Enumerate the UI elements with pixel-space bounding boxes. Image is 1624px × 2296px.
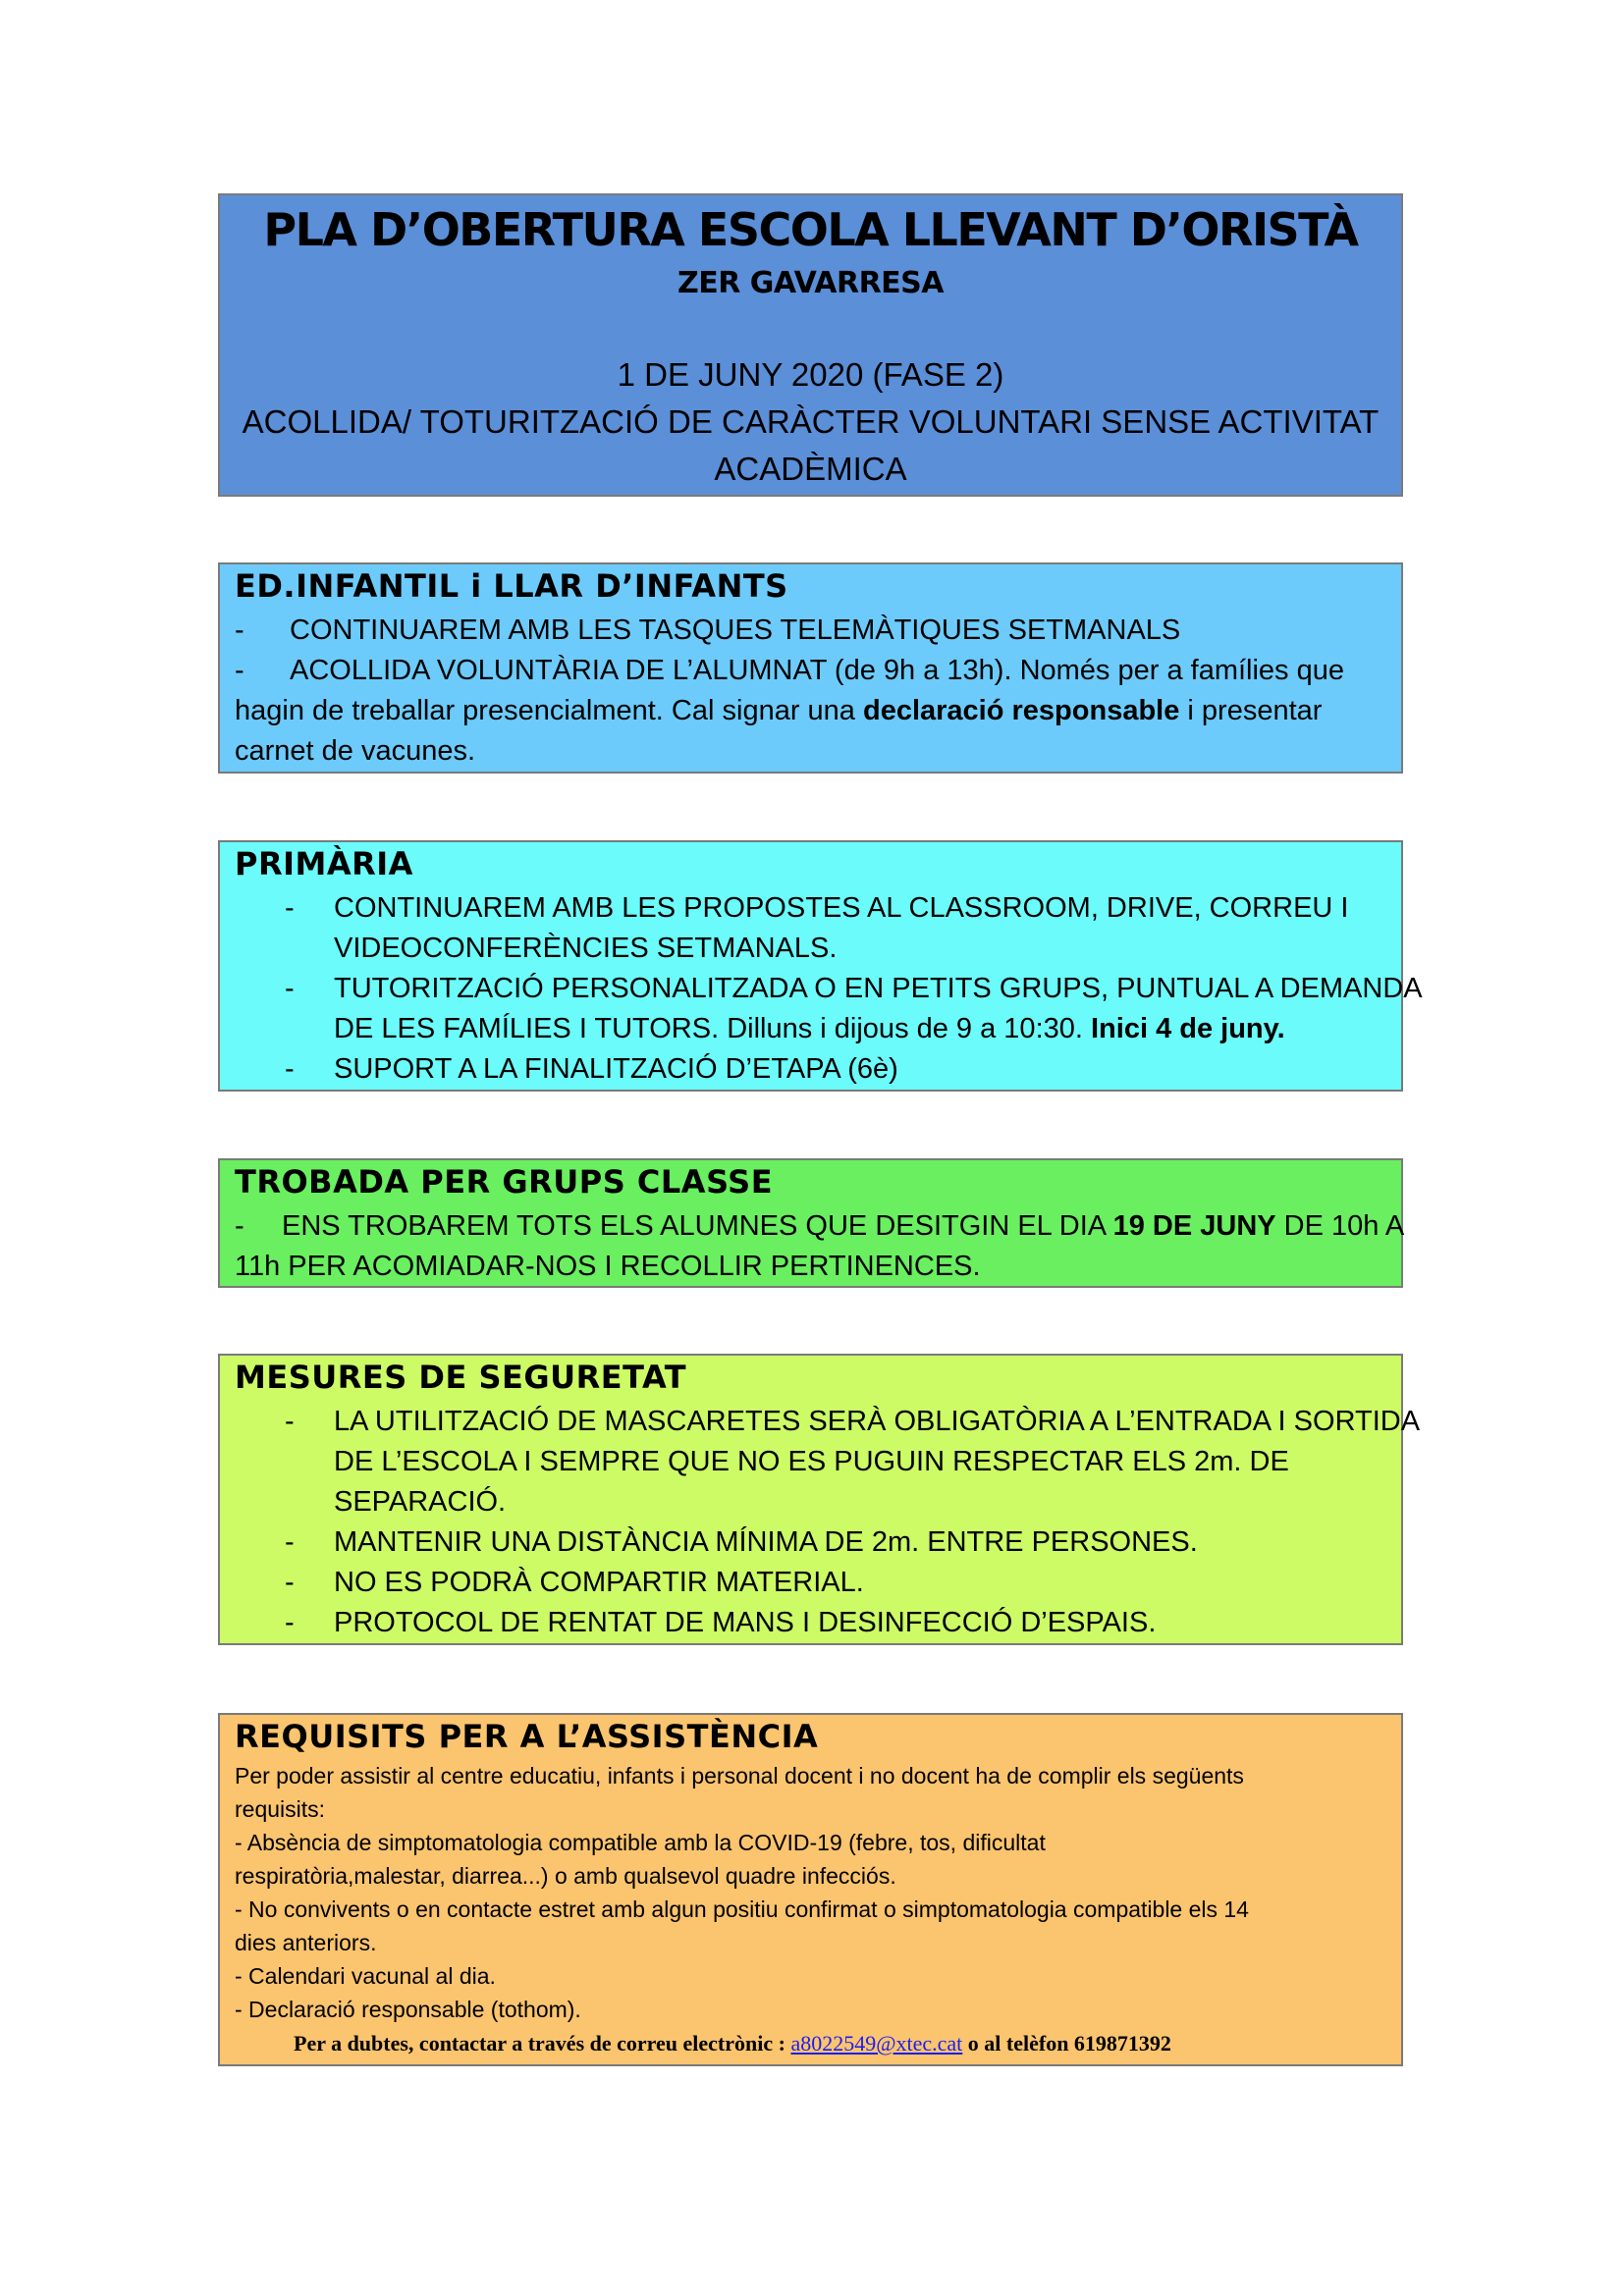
section-title: REQUISITS PER A L’ASSISTÈNCIA (235, 1718, 819, 1755)
bullet-dash: - (285, 1053, 295, 1085)
bullet-dash: - (285, 1607, 295, 1638)
section-title: ED.INFANTIL i LLAR D’INFANTS (235, 567, 788, 605)
list-item (282, 1209, 1404, 1244)
intro-text: requisits: (235, 1796, 326, 1822)
text-run: hagin de treballar presencialment. Cal signar una (235, 695, 863, 726)
bullet-dash: - (235, 655, 244, 686)
section-title: MESURES DE SEGURETAT (235, 1359, 687, 1396)
list-item: MANTENIR UNA DISTÀNCIA MÍNIMA DE 2m. ENTRE PERSONES. (334, 1526, 1198, 1558)
mesures-section (218, 1354, 1421, 1645)
header-line-2: ACADÈMICA (714, 451, 907, 487)
contact-line (294, 2031, 1171, 2056)
list-item: CONTINUAREM AMB LES TASQUES TELEMÀTIQUES SETMANALS (290, 614, 1181, 646)
text-run-bold: declaració responsable (862, 695, 1180, 726)
list-item: NO ES PODRÀ COMPARTIR MATERIAL. (334, 1567, 864, 1598)
header-line-1: ACOLLIDA/ TOTURITZACIÓ DE CARÀCTER VOLUNTARI SENSE ACTIVITAT (242, 403, 1380, 440)
contact-text: Per a dubtes, contactar a través de correu electrònic : (294, 2031, 791, 2056)
list-item: - No convivents o en contacte estret amb algun positiu confirmat o simptomatologia compatible els 14 (235, 1896, 1249, 1922)
intro-text: Per poder assistir al centre educatiu, infants i personal docent i no docent ha de complir els següents (235, 1763, 1244, 1789)
text-run: DE LES FAMÍLIES I TUTORS. Dilluns i dijous de 9 a 10:30. (334, 1013, 1091, 1044)
text-run-bold: 19 DE JUNY (1112, 1210, 1276, 1242)
bullet-dash: - (285, 1567, 295, 1598)
text-run: ENS TROBAREM TOTS ELS ALUMNES QUE DESITGIN EL DIA (282, 1210, 1113, 1242)
email-link[interactable]: a8022549@xtec.cat (790, 2031, 963, 2056)
list-item-continuation: 11h PER ACOMIADAR-NOS I RECOLLIR PERTINENCES. (235, 1251, 981, 1282)
list-item: - Calendari vacunal al dia. (235, 1963, 496, 1989)
trobada-section (218, 1158, 1403, 1288)
list-item-continuation: DE L’ESCOLA I SEMPRE QUE NO ES PUGUIN RESPECTAR ELS 2m. DE (334, 1446, 1289, 1477)
list-item-continuation: VIDEOCONFERÈNCIES SETMANALS. (334, 933, 838, 964)
bullet-dash: - (285, 1526, 295, 1558)
primaria-section (218, 840, 1423, 1092)
list-item: - Absència de simptomatologia compatible amb la COVID-19 (febre, tos, dificultat (235, 1830, 1046, 1855)
section-title: PRIMÀRIA (235, 845, 413, 882)
bullet-dash: - (285, 1406, 295, 1437)
document-date: 1 DE JUNY 2020 (FASE 2) (617, 356, 1004, 393)
list-item: CONTINUAREM AMB LES PROPOSTES AL CLASSROOM, DRIVE, CORREU I (334, 892, 1349, 924)
list-item-continuation: dies anteriors. (235, 1930, 377, 1955)
list-item: - Declaració responsable (tothom). (235, 1997, 581, 2022)
requisits-section (218, 1713, 1403, 2066)
text-run: i presentar (1179, 695, 1323, 726)
contact-text: o al telèfon 619871392 (962, 2031, 1171, 2056)
list-item: LA UTILITZACIÓ DE MASCARETES SERÀ OBLIGATÒRIA A L’ENTRADA I SORTIDA (334, 1406, 1421, 1437)
list-item: PROTOCOL DE RENTAT DE MANS I DESINFECCIÓ D’ESPAIS. (334, 1607, 1157, 1638)
list-item-continuation: SEPARACIÓ. (334, 1486, 507, 1518)
list-item: SUPORT A LA FINALITZACIÓ D’ETAPA (6è) (334, 1053, 898, 1085)
list-item: ACOLLIDA VOLUNTÀRIA DE L’ALUMNAT (de 9h a 13h). Només per a famílies que (290, 655, 1344, 686)
section-title: TROBADA PER GRUPS CLASSE (235, 1163, 774, 1201)
infantil-section (218, 562, 1403, 774)
bullet-dash: - (285, 973, 295, 1004)
text-run-bold: Inici 4 de juny. (1091, 1013, 1285, 1044)
bullet-dash: - (235, 614, 244, 646)
list-item: TUTORITZACIÓ PERSONALITZADA O EN PETITS GRUPS, PUNTUAL A DEMANDA (334, 973, 1423, 1004)
header-box (218, 193, 1403, 497)
list-item-continuation (235, 694, 1322, 728)
bullet-dash: - (285, 892, 295, 924)
bullet-dash: - (235, 1210, 244, 1242)
list-item-continuation: carnet de vacunes. (235, 735, 476, 767)
document-title: PLA D’OBERTURA ESCOLA LLEVANT D’ORISTÀ (263, 203, 1358, 256)
text-run: DE 10h A (1275, 1210, 1405, 1242)
list-item-continuation: respiratòria,malestar, diarrea...) o amb qualsevol quadre infecciós. (235, 1863, 896, 1889)
document-subtitle: ZER GAVARRESA (677, 266, 944, 300)
list-item-continuation (334, 1012, 1285, 1046)
